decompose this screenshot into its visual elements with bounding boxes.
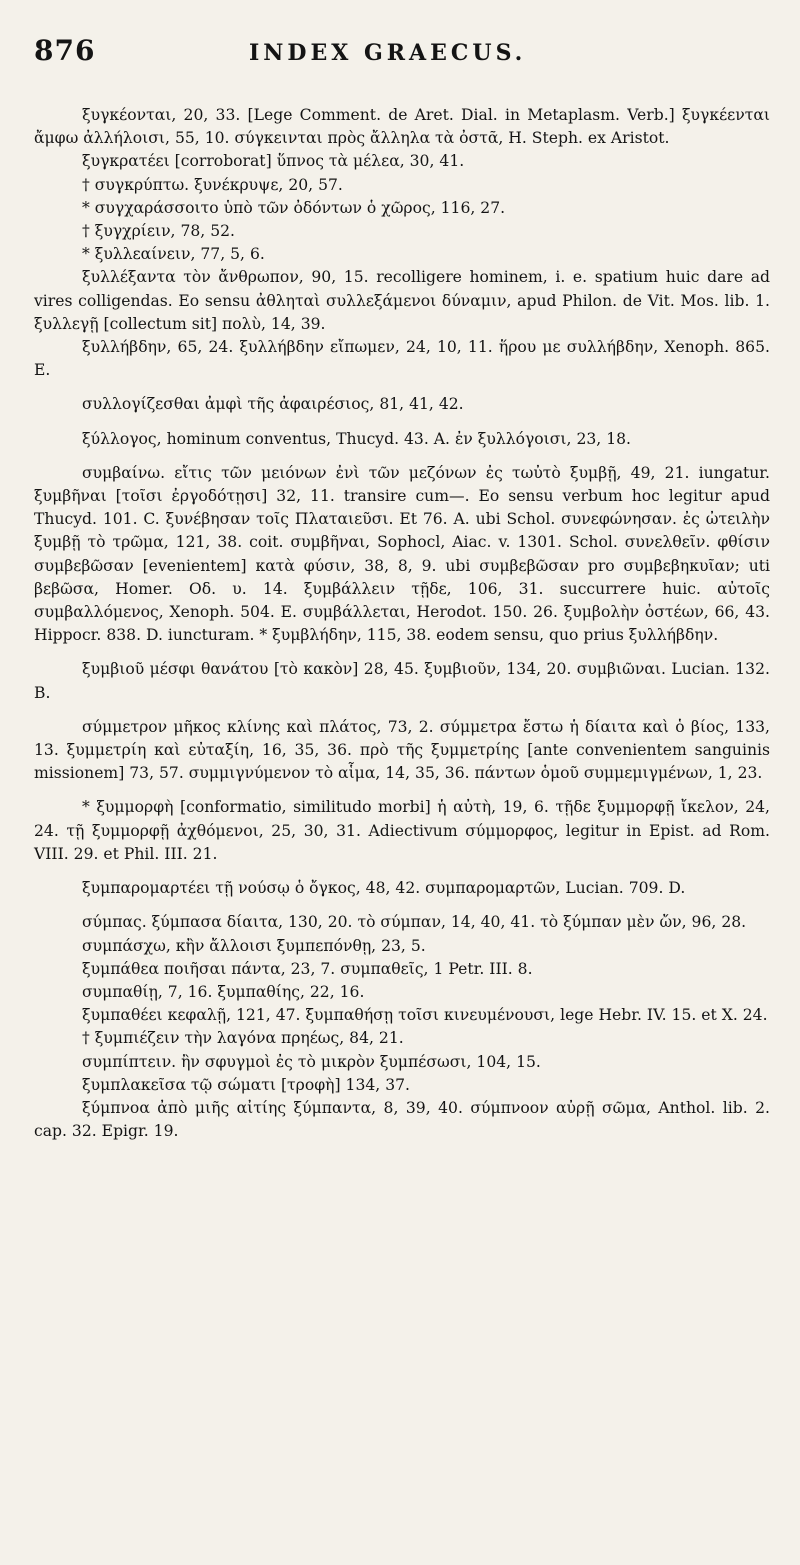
index-entry: ξυμπαθέει κεφαλῇ, 121, 47. ξυμπαθήσῃ τοῖσι κινευμένουσι, lege Hebr. IV. 15. et X. 24. (82, 1006, 768, 1025)
index-entry: συμβαίνω. εἴτις τῶν μειόνων ἐνὶ τῶν μεζόνων ἐς τωὐτὸ ξυμβῇ, 49, 21. iungatur. ξυμβῆναι [τοῖσι ἐργοδότῃσι] 32, 11. transire cum—. Eo sensu verbum hoc legitur apud Thucyd. 101. C. ξυνέβησαν τοῖς Πλαταιεῦσι. Et 76. A. ubi Schol. συνεφώνησαν. ἐς ὠτειλὴν ξυμβῇ τὸ τρῶμα, 121, 38. coit. συμβῆναι, Sophocl, Aiac. v. 1301. Schol. συνελθεῖν. φθίσιν συμβεβῶσαν [evenientem] κατὰ φύσιν, 38, 8, 9. ubi συμβεβῶσαν pro συμβεβηκυῖαν; uti βεβῶσα, Homer. Οδ. υ. 14. ξυμβάλλειν τῇδε, 106, 31. succurrere huic. αὐτοῖς συμβαλλόμενος, Xenoph. 504. E. συμβάλλεται, Herodot. 150. 26. ξυμβολὴν ὀστέων, 66, 43. Hippocr. 838. D. iuncturam. * ξυμβλήδην, 115, 38. eodem sensu, quo prius ξυλλήβδην. (34, 463, 770, 645)
index-entry: ξύλλογος, hominum conventus, Thucyd. 43. A. ἐν ξυλλόγοισι, 23, 18. (82, 429, 632, 448)
index-entry: συμπίπτειν. ἢν σφυγμοὶ ἐς τὸ μικρὸν ξυμπέσωσι, 104, 15. (82, 1052, 541, 1071)
index-entry: * ξυλλεαίνειν, 77, 5, 6. (82, 245, 265, 264)
index-entry: συμπάσχω, κἢν ἄλλοισι ξυμπεπόνθῃ, 23, 5. (82, 936, 426, 955)
index-entry: ξυμπλακεῖσα τῷ σώματι [τροφὴ] 134, 37. (82, 1075, 411, 1094)
index-entry: ξυγκέονται, 20, 33. [Lege Comment. de Aret. Dial. in Metaplasm. Verb.] ξυγκέενται ἄμφω ἀλλήλοισι, 55, 10. σύγκεινται πρὸς ἄλληλα τὰ ὀστᾶ, H. Steph. ex Aristot. (34, 106, 770, 148)
index-entry: * συγχαράσσοιτο ὑπὸ τῶν ὀδόντων ὁ χῶρος, 116, 27. (82, 198, 506, 217)
index-entry: ξυμπαρομαρτέει τῇ νούσῳ ὁ ὄγκος, 48, 42. συμπαρομαρτῶν, Lucian. 709. D. (82, 879, 686, 898)
index-entry: σύμμετρον μῆκος κλίνης καὶ πλάτος, 73, 2. σύμμετρα ἔστω ἡ δίαιτα καὶ ὁ βίος, 133, 13. ξυμμετρίη καὶ εὐταξίη, 16, 35, 36. πρὸ τῆς ξυμμετρίης [ante convenientem sanguinis missionem] 73, 57. συμμιγνύμενον τὸ αἷμα, 14, 35, 36. πάντων ὁμοῦ συμμεμιγμένων, 1, 23. (34, 717, 770, 783)
index-entry: ξυλλήβδην, 65, 24. ξυλλήβδην εἴπωμεν, 24, 10, 11. ἥρου με συλλήβδην, Xenoph. 865. E. (34, 338, 770, 380)
index-entries (34, 104, 770, 1143)
index-entry: ξυμπάθεα ποιῆσαι πάντα, 23, 7. συμπαθεῖς, 1 Petr. III. 8. (82, 959, 533, 978)
page-number: 876 (34, 34, 96, 67)
index-entry: * ξυμμορφὴ [conformatio, similitudo morbi] ἡ αὐτὴ, 19, 6. τῇδε ξυμμορφῇ ἴκελον, 24, 24. τῇ ξυμμορφῇ ἀχθόμενοι, 25, 30, 31. Adiectivum σύμμορφος, legitur in Epist. ad Rom. VIII. 29. et Phil. III. 21. (34, 798, 770, 863)
page-header (34, 34, 770, 90)
index-entry: † ξυμπιέζειν τὴν λαγόνα πρηέως, 84, 21. (82, 1029, 404, 1048)
index-entry: ξυγκρατέει [corroborat] ὕπνος τὰ μέλεα, 30, 41. (82, 152, 465, 171)
index-entry: ξύμπνοα ἀπὸ μιῆς αἰτίης ξύμπαντα, 8, 39, 40. σύμπνοον αὐρῇ σῶμα, Anthol. lib. 2. cap. 32. Epigr. 19. (34, 1098, 770, 1141)
index-entry: † συγκρύπτω. ξυνέκρυψε, 20, 57. (82, 175, 343, 194)
index-entry: συλλογίζεσθαι ἀμφὶ τῆς ἀφαιρέσιος, 81, 41, 42. (82, 395, 464, 414)
index-entry: ξυμβιοῦ μέσφι θανάτου [τὸ κακὸν] 28, 45. ξυμβιοῦν, 134, 20. συμβιῶναι. Lucian. 132. B. (34, 660, 770, 702)
index-entry: συμπαθίῃ, 7, 16. ξυμπαθίης, 22, 16. (82, 982, 365, 1001)
index-entry: † ξυγχρίειν, 78, 52. (82, 222, 236, 241)
index-entry: σύμπας. ξύμπασα δίαιτα, 130, 20. τὸ σύμπαν, 14, 40, 41. τὸ ξύμπαν μὲν ὤν, 96, 28. (82, 913, 747, 932)
index-entry: ξυλλέξαντα τὸν ἄνθρωπον, 90, 15. recolligere hominem, i. e. spatium huic dare ad vires colligendas. Eo sensu ἀθληταὶ συλλεξάμενοι δύναμιν, apud Philon. de Vit. Mos. lib. 1. ξυλλεγῇ [collectum sit] πολὺ, 14, 39. (34, 268, 770, 333)
running-head: INDEX GRAECUS. (249, 40, 527, 66)
